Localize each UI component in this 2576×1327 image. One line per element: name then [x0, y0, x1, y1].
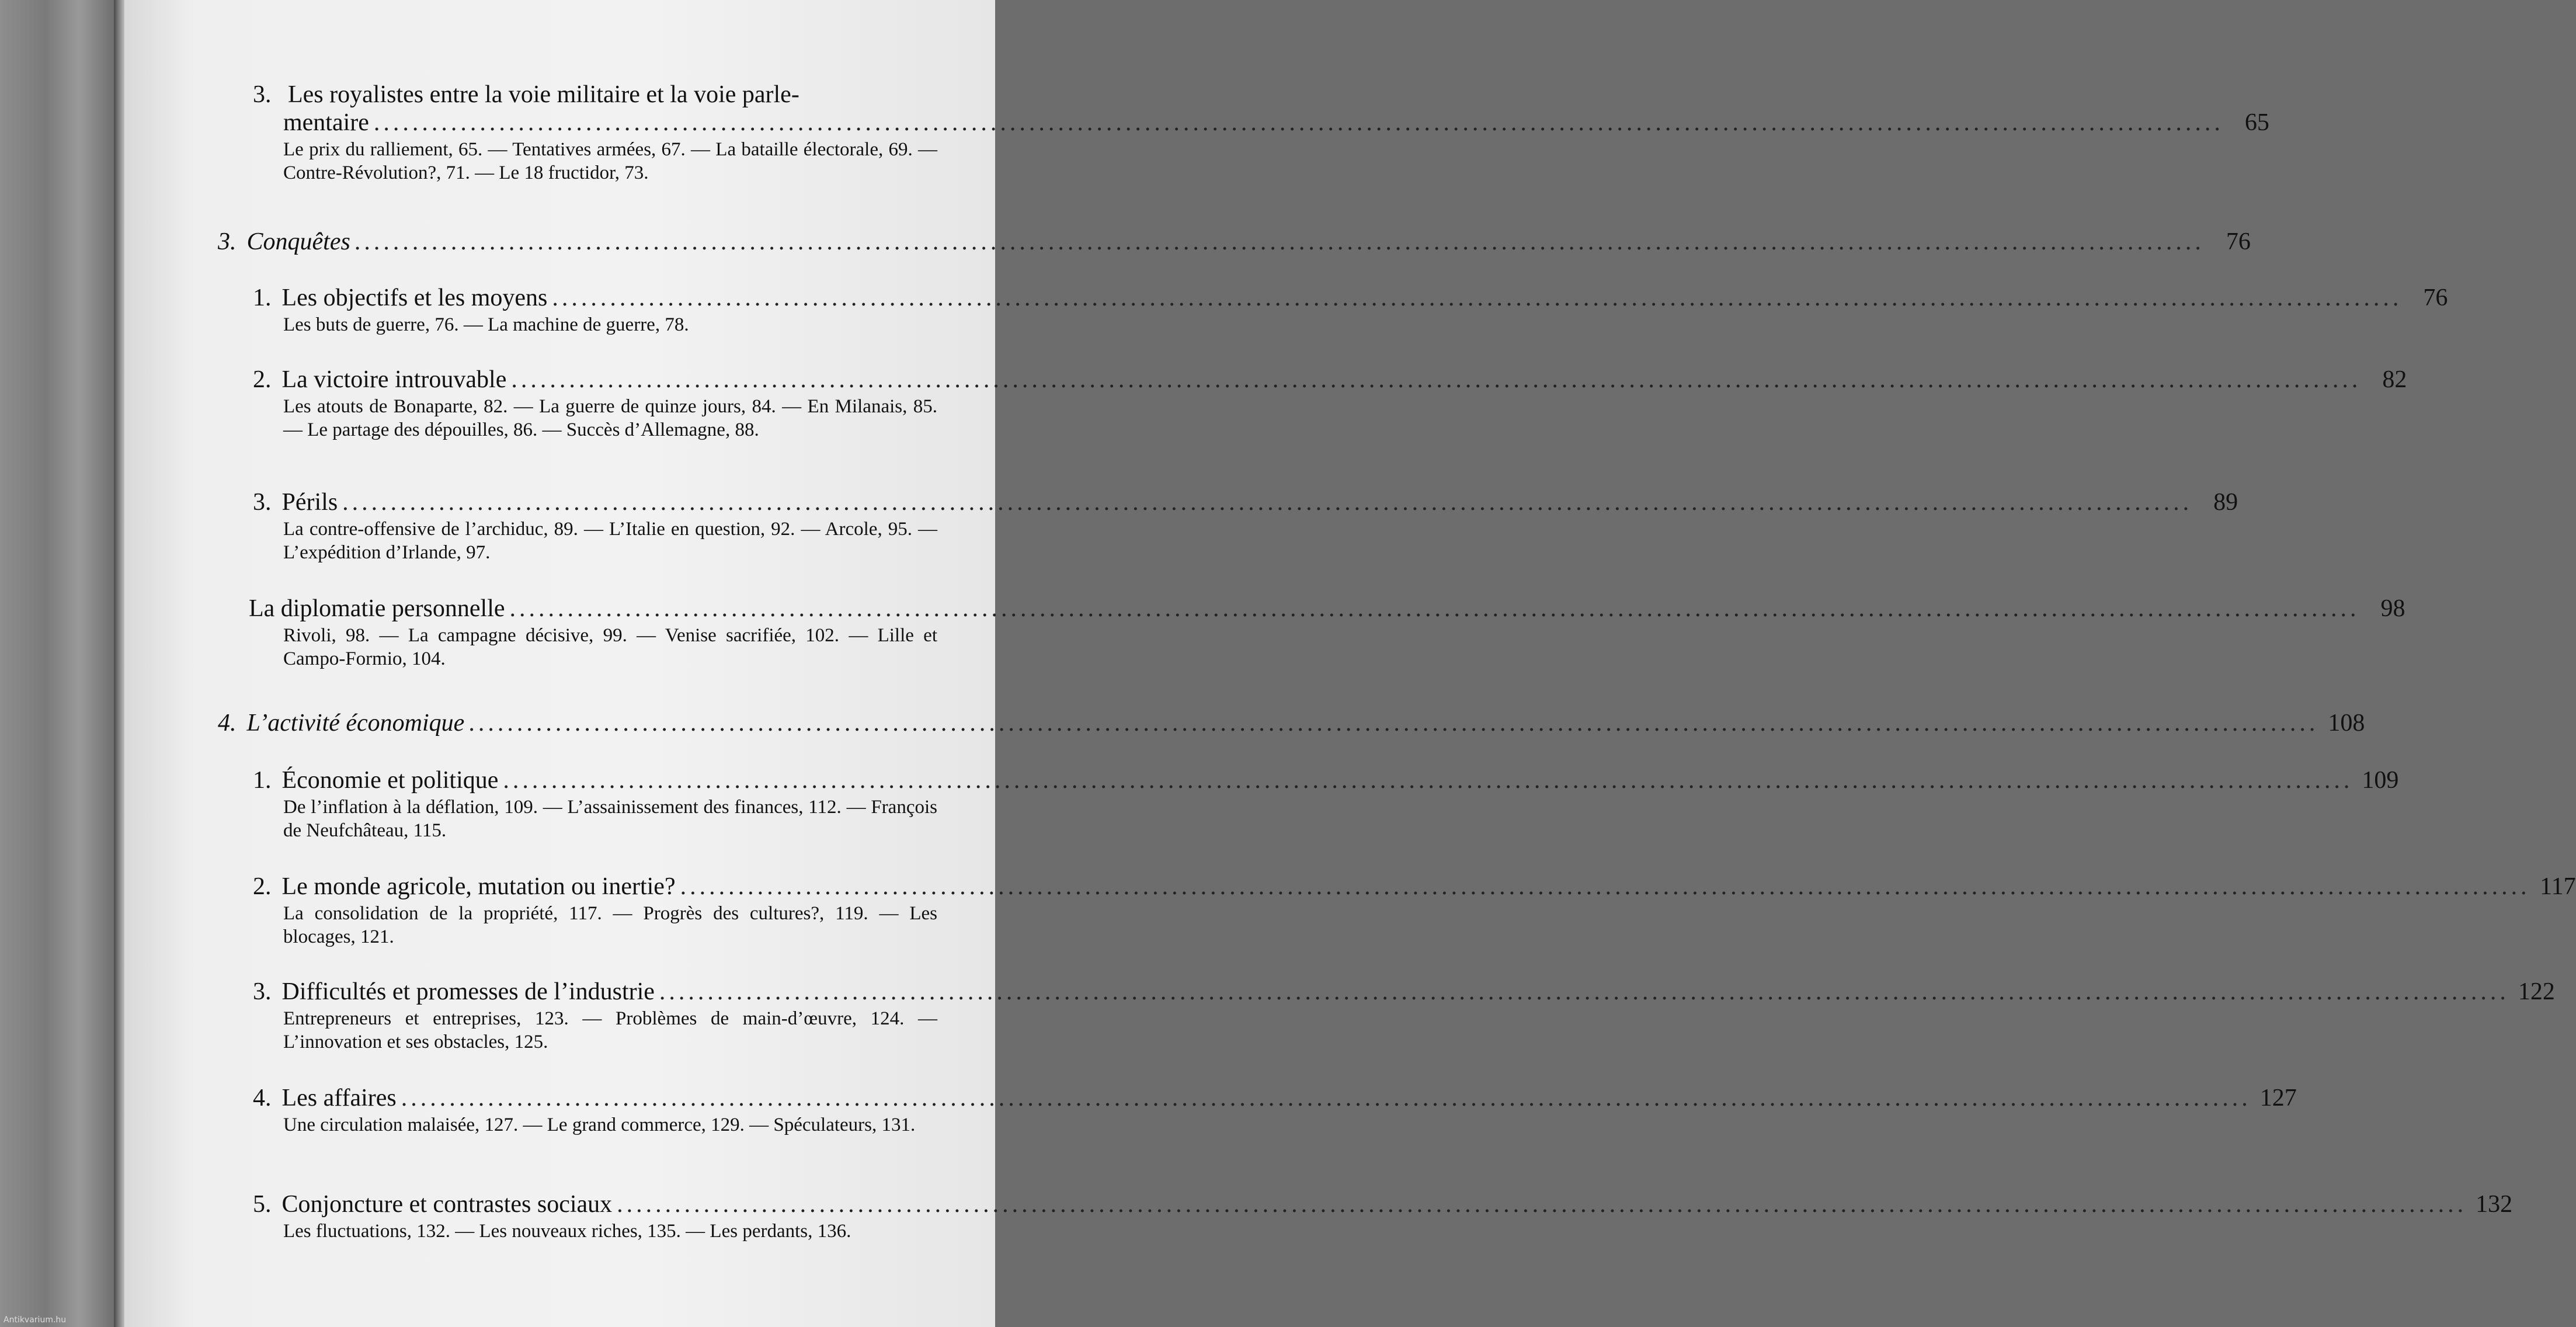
entry-subtopics: La consolidation de la propriété, 117. — Progrès des cultures?, 119. — Les blocages, 121.	[283, 903, 937, 947]
toc-entry-diplomatie	[249, 595, 2405, 671]
dot-leader	[680, 873, 2530, 901]
entry-number: 1.	[253, 767, 272, 794]
entry-page: 82	[2382, 366, 2407, 393]
toc-entry-affaires	[253, 1084, 2297, 1137]
entry-page: 117	[2540, 873, 2576, 900]
entry-number: 3.	[253, 81, 272, 108]
toc-entry-objectifs	[253, 284, 2448, 336]
dot-leader	[355, 228, 2205, 256]
entry-subtopics: Une circulation malaisée, 127. — Le grand commerce, 129. — Spéculateurs, 131.	[283, 1114, 916, 1135]
toc-entry-victoire	[253, 366, 2407, 442]
entry-title-line1: Les royalistes entre la voie militaire et la voie parle-	[288, 81, 799, 108]
entry-title: Difficultés et promesses de l’industrie	[281, 978, 655, 1005]
entry-page: 132	[2476, 1191, 2513, 1218]
entry-subtopics: Les fluctuations, 132. — Les nouveaux riches, 135. — Les perdants, 136.	[283, 1221, 851, 1242]
entry-subtopics: Les buts de guerre, 76. — La machine de guerre, 78.	[283, 314, 689, 335]
entry-number: 5.	[253, 1191, 272, 1218]
entry-number: 3.	[253, 489, 272, 516]
book-spine	[0, 0, 114, 1327]
entry-subtopics: De l’inflation à la déflation, 109. — L’assainissement des finances, 112. — François de Neufchâteau, 115.	[283, 797, 937, 841]
toc-entry-royalistes	[253, 81, 2269, 185]
dot-leader	[552, 284, 2402, 312]
dot-leader	[511, 366, 2361, 394]
book-page	[124, 0, 2576, 1327]
toc-entry-conjoncture	[253, 1190, 2513, 1243]
toc-entry-economie	[253, 766, 2399, 842]
entry-title: La victoire introuvable	[281, 366, 507, 393]
dot-leader	[401, 1084, 2251, 1112]
entry-page: 76	[2423, 284, 2448, 311]
toc-entry-agricole	[253, 873, 2576, 949]
entry-title: Périls	[281, 489, 338, 516]
entry-number: 2.	[253, 873, 272, 900]
entry-title: Les affaires	[281, 1085, 397, 1111]
page-gutter	[114, 0, 124, 1327]
entry-subtopics: Les atouts de Bonaparte, 82. — La guerre de quinze jours, 84. — En Milanais, 85. — Le partage des dépouilles, 86. — Succès d’Allemagne, 88.	[283, 396, 937, 440]
entry-page: 109	[2362, 767, 2399, 794]
entry-title: Économie et politique	[281, 767, 499, 794]
watermark: Antikvarium.hu	[4, 1315, 67, 1325]
toc-entry-industrie	[253, 978, 2555, 1054]
dot-leader	[374, 109, 2224, 137]
entry-subtopics: Entrepreneurs et entreprises, 123. — Problèmes de main-d’œuvre, 124. — L’innovation et ses obstacles, 125.	[283, 1008, 937, 1052]
dot-leader	[659, 978, 2509, 1006]
entry-page: 65	[2244, 109, 2269, 136]
chapter-page: 76	[2226, 228, 2251, 255]
entry-number: 4.	[253, 1085, 272, 1111]
entry-title: Le monde agricole, mutation ou inertie?	[281, 873, 676, 900]
chapter-number: 4.	[218, 710, 237, 737]
chapter-title: Conquêtes	[246, 228, 350, 255]
toc-entry-perils	[253, 488, 2238, 564]
entry-title: Conjoncture et contrastes sociaux	[281, 1191, 613, 1218]
entry-title: Les objectifs et les moyens	[281, 284, 548, 311]
entry-subtopics: Le prix du ralliement, 65. — Tentatives armées, 67. — La bataille électorale, 69. — Contre-Révolution?, 71. — Le 18 fructidor, 73.	[283, 139, 937, 183]
dot-leader	[503, 766, 2353, 794]
toc-chapter-conquetes	[218, 228, 2251, 256]
chapter-title: L’activité économique	[246, 710, 465, 737]
entry-page: 89	[2213, 489, 2238, 516]
dot-leader	[469, 709, 2319, 737]
entry-subtopics: La contre-offensive de l’archiduc, 89. — L’Italie en question, 92. — Arcole, 95. — L’expédition d’Irlande, 97.	[283, 519, 937, 563]
entry-number: 2.	[253, 366, 272, 393]
chapter-number: 3.	[218, 228, 237, 255]
dot-leader	[342, 488, 2192, 516]
entry-number: 1.	[253, 284, 272, 311]
entry-page: 98	[2380, 595, 2405, 622]
dot-leader	[617, 1190, 2467, 1218]
entry-title: mentaire	[283, 109, 369, 136]
chapter-page: 108	[2328, 710, 2365, 737]
dot-leader	[510, 595, 2360, 623]
entry-title: La diplomatie personnelle	[249, 595, 505, 622]
entry-page: 127	[2259, 1085, 2297, 1111]
entry-number: 3.	[253, 978, 272, 1005]
entry-subtopics: Rivoli, 98. — La campagne décisive, 99. — Venise sacrifiée, 102. — Lille et Campo-Formio, 104.	[283, 625, 937, 669]
toc-chapter-activite	[218, 709, 2365, 737]
entry-page: 122	[2518, 978, 2555, 1005]
